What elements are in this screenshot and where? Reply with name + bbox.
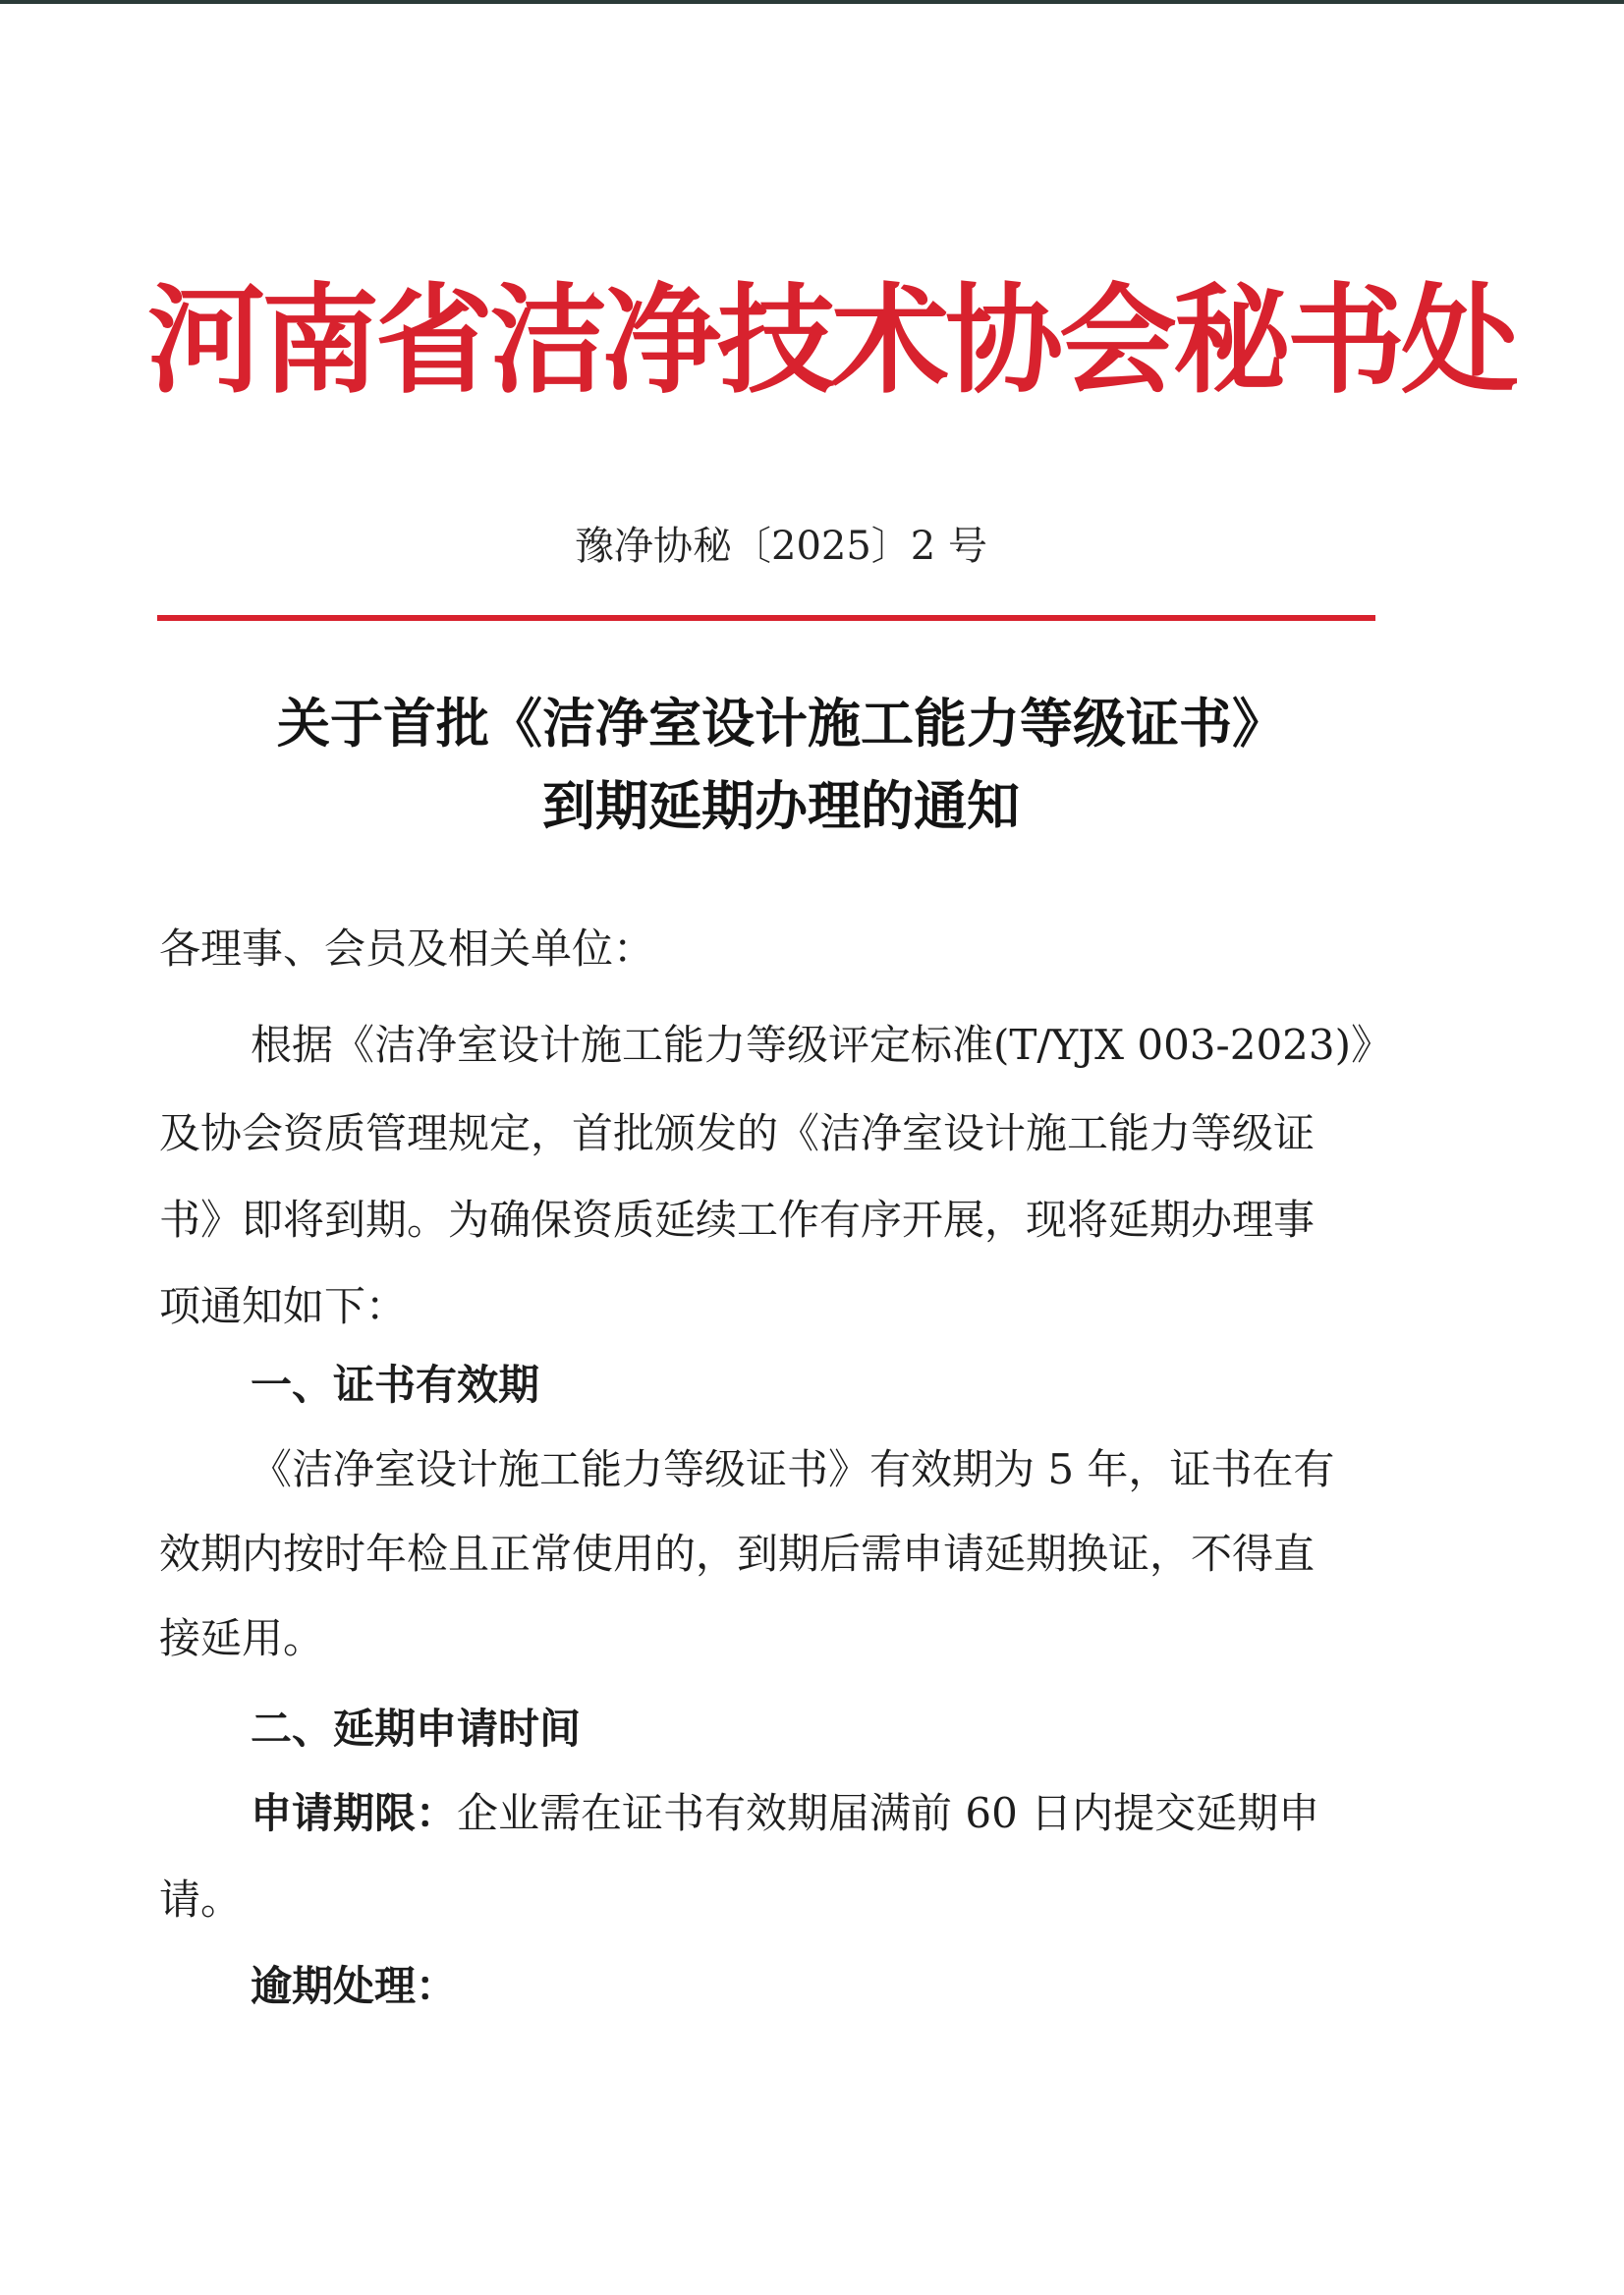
notice-title-line-2: 到期延期办理的通知: [542, 774, 1020, 837]
section-1-line-1: 《洁净室设计施工能力等级证书》有效期为 5 年，证书在有: [251, 1445, 1335, 1493]
deadline-line-1: [251, 1784, 1319, 1843]
document-number: 豫净协秘〔2025〕2 号: [575, 524, 987, 569]
deadline-label: 申请期限：: [251, 1789, 458, 1837]
section-1-heading: 一、证书有效期: [251, 1361, 540, 1409]
deadline-line-2: 请。: [159, 1875, 243, 1924]
section-1-line-3: 接延用。: [159, 1614, 325, 1662]
org-header-title: 河南省洁净技术协会秘书处: [147, 273, 1515, 410]
intro-line-4: 项通知如下：: [159, 1282, 408, 1330]
salutation: 各理事、会员及相关单位：: [159, 924, 655, 973]
section-1-line-2: 效期内按时年检且正常使用的，到期后需申请延期换证，不得直: [159, 1530, 1316, 1578]
intro-line-1: 根据《洁净室设计施工能力等级评定标准(T/YJX 003-2023)》: [251, 1021, 1392, 1069]
notice-title-line-1: 关于首批《洁净室设计施工能力等级证书》: [277, 692, 1285, 755]
section-2-heading: 二、延期申请时间: [251, 1705, 582, 1753]
deadline-text: 企业需在证书有效期届满前 60 日内提交延期申: [457, 1789, 1320, 1837]
scan-top-edge: [0, 0, 1624, 4]
red-divider-line: [157, 615, 1375, 621]
intro-line-2: 及协会资质管理规定，首批颁发的《洁净室设计施工能力等级证: [159, 1109, 1316, 1157]
intro-line-3: 书》即将到期。为确保资质延续工作有序开展，现将延期办理事: [159, 1196, 1316, 1244]
overdue-label: 逾期处理：: [251, 1962, 458, 2010]
